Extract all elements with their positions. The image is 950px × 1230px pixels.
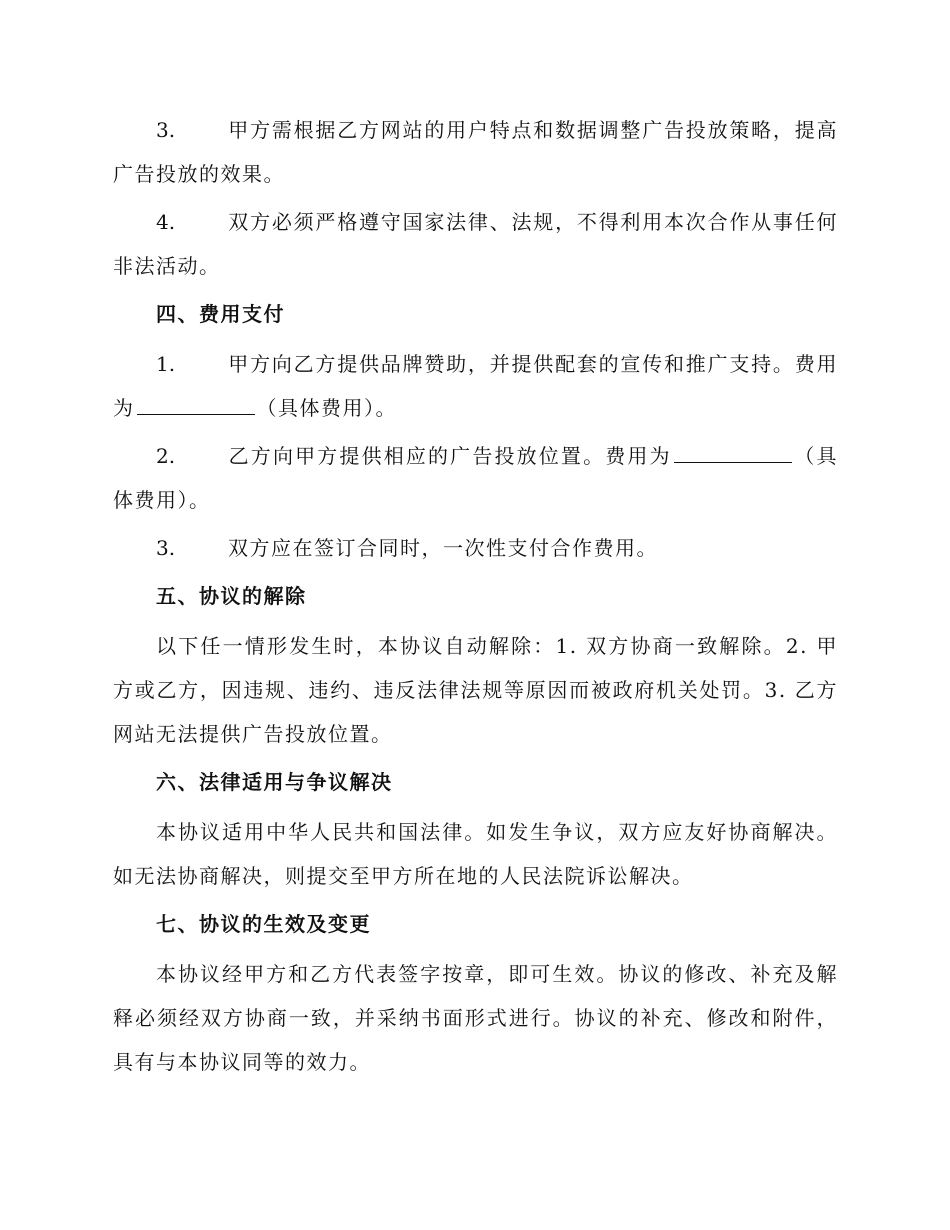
clause-3-4 xyxy=(113,200,838,288)
clause-number: 4. xyxy=(156,210,176,234)
clause-4-1 xyxy=(113,342,838,430)
clause-text-suffix: （具体费用）。 xyxy=(113,444,839,512)
clause-text-suffix: （具体费用）。 xyxy=(256,396,397,420)
clause-4-2 xyxy=(113,434,838,522)
clause-text: 双方应在签订合同时，一次性支付合作费用。 xyxy=(228,536,658,560)
clause-number: 1. xyxy=(156,352,176,376)
clause-number: 3. xyxy=(156,118,176,142)
document-page xyxy=(113,108,838,1088)
clause-text: 甲方向乙方提供品牌赞助，并提供配套的宣传和推广支持。费用为 xyxy=(113,352,838,420)
section-heading-6: 六、法律适用与争议解决 xyxy=(156,770,393,794)
section-6-body: 本协议适用中华人民共和国法律。如发生争议，双方应友好协商解决。如无法协商解决，则提交至甲方所在地的人民法院诉讼解决。 xyxy=(113,820,838,888)
clause-text: 乙方向甲方提供相应的广告投放位置。费用为 xyxy=(228,444,672,468)
clause-3-3 xyxy=(113,108,838,196)
clause-text: 甲方需根据乙方网站的用户特点和数据调整广告投放策略，提高广告投放的效果。 xyxy=(113,118,838,186)
section-heading-4: 四、费用支付 xyxy=(156,302,285,326)
section-heading-7: 七、协议的生效及变更 xyxy=(156,912,371,936)
fee-blank-line xyxy=(137,386,255,415)
clause-4-3 xyxy=(113,526,838,570)
clause-text: 双方必须严格遵守国家法律、法规，不得利用本次合作从事任何非法活动。 xyxy=(113,210,838,278)
section-heading-5: 五、协议的解除 xyxy=(156,584,307,608)
section-7-body: 本协议经甲方和乙方代表签字按章，即可生效。协议的修改、补充及解释必须经双方协商一致，并采纳书面形式进行。协议的补充、修改和附件，具有与本协议同等的效力。 xyxy=(113,962,838,1074)
clause-number: 2. xyxy=(156,444,176,468)
section-5-body: 以下任一情形发生时，本协议自动解除：1. 双方协商一致解除。2. 甲方或乙方，因违规、违约、违反法律法规等原因而被政府机关处罚。3. 乙方网站无法提供广告投放位置。 xyxy=(113,634,838,746)
clause-number: 3. xyxy=(156,536,176,560)
fee-blank-line xyxy=(674,434,792,463)
